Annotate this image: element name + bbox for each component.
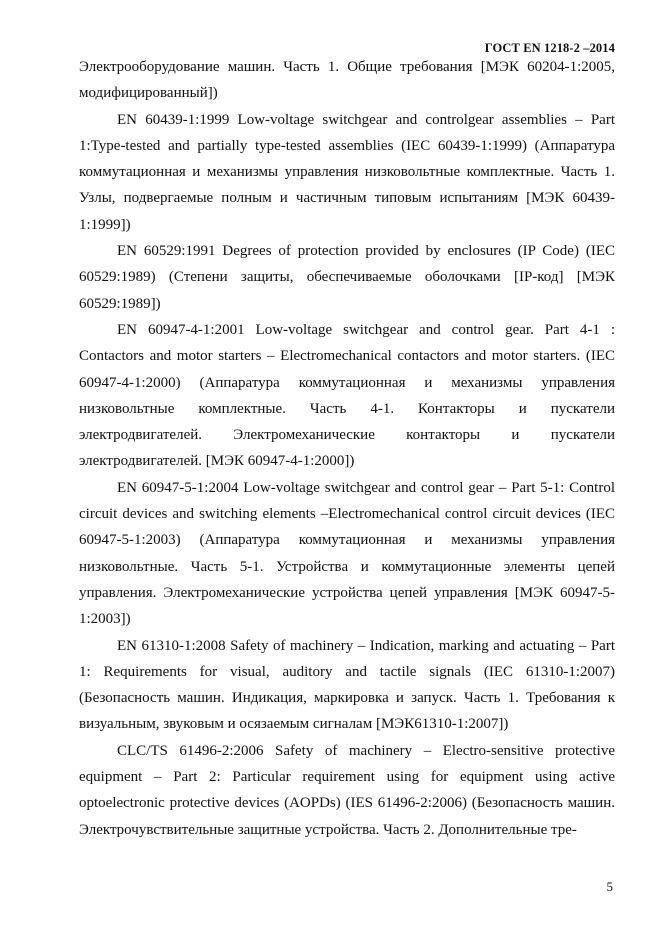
reference-en-60439-1: EN 60439-1:1999 Low-voltage switchgear and controlgear assemblies – Part 1:Type-tested and partially type-tested assemblies (IEC 60439-1:1999) (Аппаратура коммутационная и механизмы управления низковольтные комплектные. Часть 1. Узлы, подвергаемые полным и частичным типовым испытаниям [МЭК 60439-1:1999]) [79, 111, 615, 233]
reference-en-60529: EN 60529:1991 Degrees of protection provided by enclosures (IP Code) (IEC 60529:1989) (Степени защиты, обеспечиваемые оболочками [IP-код] [МЭК 60529:1989]) [79, 243, 615, 312]
document-body [79, 54, 615, 843]
reference-en-60947-5-1: EN 60947-5-1:2004 Low-voltage switchgear and control gear – Part 5-1: Control circuit devices and switching elements –Electromechanical control circuit devices (IEC 60947-5-1:2003) (Аппаратура коммутационная и механизмы управления низковольтные. Часть 5-1. Устройства и коммутационные элементы цепей управления. Электромеханические устройства цепей управления [МЭК 60947-5-1:2003]) [79, 479, 615, 628]
reference-clc-ts-61496-2: CLC/TS 61496-2:2006 Safety of machinery – Electro-sensitive protective equipment – Part 2: Particular requirement using for equipment using active optoelectronic protective devices (AOPDs) (IES 61496-2:2006) (Безопасность машин. Электрочувствительные защитные устройства. Часть 2. Дополнительные тре- [79, 742, 615, 838]
page-number: 5 [606, 879, 613, 894]
paragraph-continuation: Электрооборудование машин. Часть 1. Общие требования [МЭК 60204-1:2005, модифицированный]) [79, 59, 615, 102]
reference-en-60947-4-1: EN 60947-4-1:2001 Low-voltage switchgear and control gear. Part 4-1 : Contactors and motor starters – Electromechanical contactors and motor starters. (IEC 60947-4-1:2000) (Аппаратура коммутационная и механизмы управления низковольтные комплектные. Часть 4-1. Контакторы и пускатели электродвигателей. Электромеханические контакторы и пускатели электродвигателей. [МЭК 60947-4-1:2000]) [79, 321, 615, 470]
document-header: ГОСТ EN 1218-2 –2014 [484, 41, 615, 55]
reference-en-61310-1: EN 61310-1:2008 Safety of machinery – Indication, marking and actuating – Part 1: Requirements for visual, auditory and tactile signals (IEC 61310-1:2007) (Безопасность машин. Индикация, маркировка и запуск. Часть 1. Требования к визуальным, звуковым и осязаемым сигналам [МЭК61310-1:2007]) [79, 637, 615, 733]
